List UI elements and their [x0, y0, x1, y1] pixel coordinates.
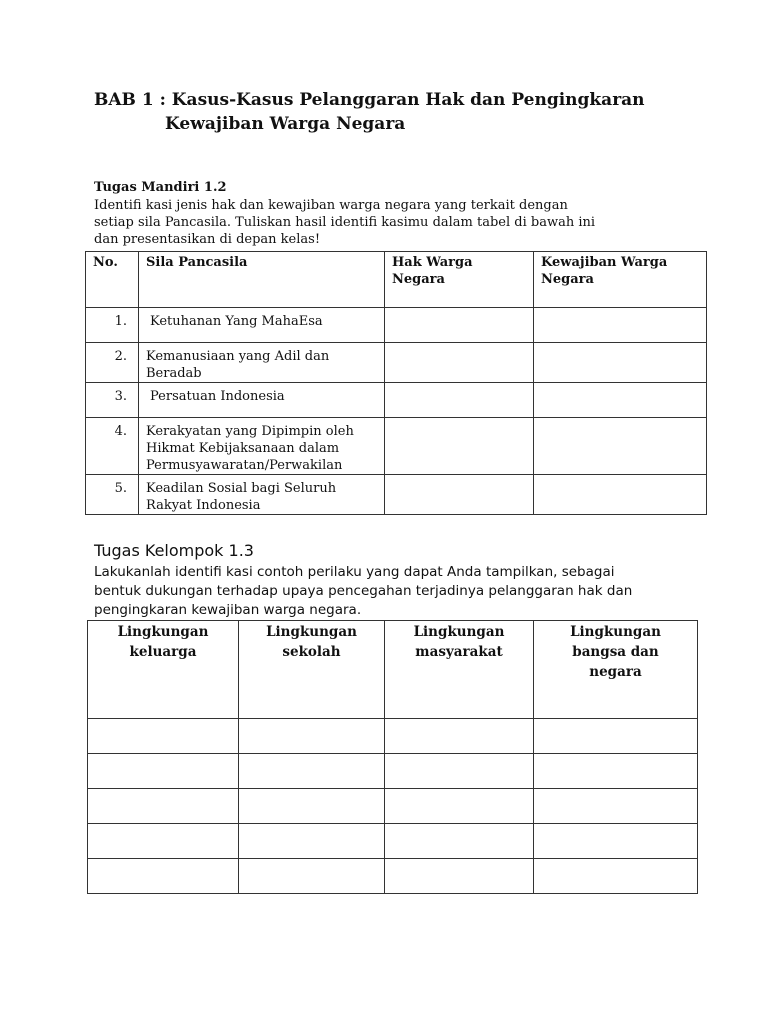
- empty-cell[interactable]: [534, 719, 698, 754]
- instruction-line: Lakukanlah identifi kasi contoh perilaku yang dapat Anda tampilkan, sebagai: [94, 564, 615, 580]
- empty-cell[interactable]: [88, 719, 239, 754]
- row-number: 1.: [86, 308, 139, 343]
- empty-cell[interactable]: [534, 859, 698, 894]
- hak-cell[interactable]: [385, 475, 534, 515]
- hak-cell[interactable]: [385, 383, 534, 418]
- kewajiban-cell[interactable]: [534, 383, 707, 418]
- empty-cell[interactable]: [88, 824, 239, 859]
- empty-cell[interactable]: [534, 789, 698, 824]
- row-number: 3.: [86, 383, 139, 418]
- table-row: [88, 859, 698, 894]
- sila-cell: Kerakyatan yang Dipimpin oleh Hikmat Kebijaksanaan dalam Permusyawaratan/Perwakilan: [139, 418, 385, 475]
- table-header-row: [88, 621, 698, 719]
- tugas-kelompok-heading: Tugas Kelompok 1.3: [94, 541, 254, 560]
- kewajiban-cell[interactable]: [534, 418, 707, 475]
- table-row: [88, 824, 698, 859]
- table-row: [88, 789, 698, 824]
- empty-cell[interactable]: [88, 789, 239, 824]
- empty-cell[interactable]: [239, 824, 385, 859]
- header-lingkungan-bangsa-negara: Lingkungan bangsa dan negara: [534, 621, 698, 719]
- table-row: [86, 383, 707, 418]
- instruction-line: bentuk dukungan terhadap upaya pencegahan terjadinya pelanggaran hak dan: [94, 583, 633, 599]
- header-lingkungan-sekolah: Lingkungan sekolah: [239, 621, 385, 719]
- empty-cell[interactable]: [385, 859, 534, 894]
- instruction-line: pengingkaran kewajiban warga negara.: [94, 602, 362, 618]
- empty-cell[interactable]: [88, 859, 239, 894]
- table-row: [88, 754, 698, 789]
- empty-cell[interactable]: [88, 754, 239, 789]
- instruction-line: dan presentasikan di depan kelas!: [94, 232, 321, 247]
- tugas-kelompok-instructions: [94, 563, 632, 620]
- hak-cell[interactable]: [385, 308, 534, 343]
- sila-cell: Ketuhanan Yang MahaEsa: [139, 308, 385, 343]
- sila-cell: Persatuan Indonesia: [139, 383, 385, 418]
- table-row: [86, 475, 707, 515]
- header-kewajiban-warga-negara: Kewajiban Warga Negara: [534, 252, 707, 308]
- sila-cell: Keadilan Sosial bagi Seluruh Rakyat Indonesia: [139, 475, 385, 515]
- empty-cell[interactable]: [239, 789, 385, 824]
- kewajiban-cell[interactable]: [534, 343, 707, 383]
- sila-cell: Kemanusiaan yang Adil dan Beradab: [139, 343, 385, 383]
- chapter-title-line-2: Kewajiban Warga Negara: [165, 114, 406, 134]
- empty-cell[interactable]: [239, 859, 385, 894]
- header-hak-warga-negara: Hak Warga Negara: [385, 252, 534, 308]
- hak-cell[interactable]: [385, 418, 534, 475]
- kewajiban-cell[interactable]: [534, 475, 707, 515]
- instruction-line: Identifi kasi jenis hak dan kewajiban warga negara yang terkait dengan: [94, 198, 568, 213]
- empty-cell[interactable]: [385, 754, 534, 789]
- header-no: No.: [86, 252, 139, 308]
- table-row: [86, 418, 707, 475]
- chapter-title-line-1: BAB 1 : Kasus-Kasus Pelanggaran Hak dan Pengingkaran: [94, 90, 645, 110]
- kewajiban-cell[interactable]: [534, 308, 707, 343]
- header-sila-pancasila: Sila Pancasila: [139, 252, 385, 308]
- instruction-line: setiap sila Pancasila. Tuliskan hasil identifi kasimu dalam tabel di bawah ini: [94, 215, 596, 230]
- tugas-mandiri-instructions: [94, 197, 595, 248]
- empty-cell[interactable]: [385, 789, 534, 824]
- sila-pancasila-table: [85, 251, 707, 515]
- header-lingkungan-keluarga: Lingkungan keluarga: [88, 621, 239, 719]
- row-number: 5.: [86, 475, 139, 515]
- tugas-mandiri-heading: Tugas Mandiri 1.2: [94, 180, 227, 195]
- empty-cell[interactable]: [239, 754, 385, 789]
- row-number: 4.: [86, 418, 139, 475]
- empty-cell[interactable]: [534, 754, 698, 789]
- table-header-row: [86, 252, 707, 308]
- empty-cell[interactable]: [385, 824, 534, 859]
- empty-cell[interactable]: [534, 824, 698, 859]
- table-row: [86, 343, 707, 383]
- table-row: [86, 308, 707, 343]
- empty-cell[interactable]: [385, 719, 534, 754]
- empty-cell[interactable]: [239, 719, 385, 754]
- table-row: [88, 719, 698, 754]
- header-lingkungan-masyarakat: Lingkungan masyarakat: [385, 621, 534, 719]
- lingkungan-table: [87, 620, 698, 894]
- row-number: 2.: [86, 343, 139, 383]
- hak-cell[interactable]: [385, 343, 534, 383]
